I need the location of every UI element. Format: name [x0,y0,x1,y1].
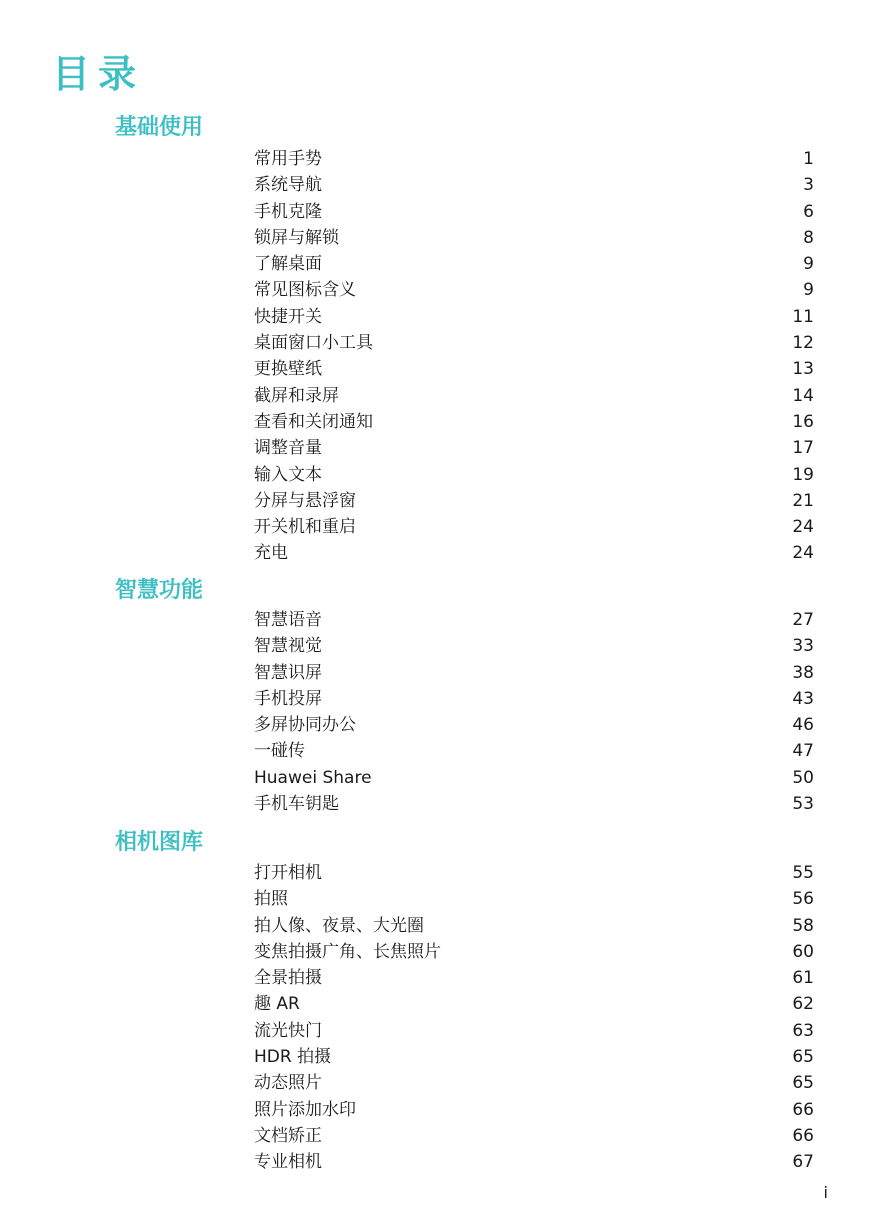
toc-entry[interactable] [254,686,814,712]
toc-entry[interactable] [254,860,814,886]
toc-entry-page-number: 61 [792,968,814,989]
toc-entry-page-number: 24 [792,543,814,564]
toc-entry-label: 查看和关闭通知 [254,411,373,432]
toc-entry[interactable] [254,199,814,225]
toc-entry[interactable] [254,607,814,633]
toc-entry[interactable] [254,1044,814,1070]
section-title: 智慧功能 [115,578,204,603]
toc-entry[interactable] [254,1123,814,1149]
toc-entry-label: 智慧视觉 [254,636,322,657]
toc-entry-page-number: 43 [792,688,814,709]
toc-entry-page-number: 67 [792,1152,814,1173]
toc-entry-page-number: 58 [792,915,814,936]
toc-entry-label: 拍人像、夜景、大光圈 [254,915,424,936]
toc-entry[interactable] [254,251,814,277]
toc-entry[interactable] [254,1070,814,1096]
toc-entry-label: 变焦拍摄广角、长焦照片 [254,941,441,962]
toc-entry-page-number: 55 [792,863,814,883]
toc-entry-page-number: 66 [792,1125,814,1146]
toc-entry-page-number: 50 [792,767,814,788]
toc-entry-list [254,146,814,567]
toc-entry-page-number: 13 [792,359,814,380]
toc-entry-label: 快捷开关 [254,306,322,327]
toc-entry[interactable] [254,965,814,991]
toc-entry[interactable] [254,913,814,939]
toc-entry-page-number: 60 [792,941,814,962]
toc-entry-label: 开关机和重启 [254,517,356,538]
toc-entry-label: 分屏与悬浮窗 [254,490,356,511]
toc-entry-page-number: 1 [803,149,814,169]
toc-entry-label: 调整音量 [254,438,322,459]
toc-entry[interactable] [254,991,814,1017]
toc-entry-label: 动态照片 [254,1073,322,1094]
toc-entry-label: 趣 AR [254,994,300,1015]
toc-entry-label: 流光快门 [254,1020,322,1041]
toc-entry-label: 拍照 [254,889,288,910]
toc-entry-label: 更换壁纸 [254,359,322,380]
section-title: 基础使用 [115,115,204,140]
toc-entry-page-number: 9 [803,254,814,275]
toc-entry-label: 截屏和录屏 [254,385,339,406]
toc-entry-label: 输入文本 [254,464,322,485]
toc-entry-page-number: 6 [803,201,814,222]
toc-entry[interactable] [254,939,814,965]
toc-entry[interactable] [254,765,814,791]
toc-entry[interactable] [254,660,814,686]
toc-entry-label: 全景拍摄 [254,968,322,989]
toc-entry[interactable] [254,409,814,435]
toc-entry[interactable] [254,462,814,488]
toc-entry-page-number: 65 [792,1047,814,1068]
toc-entry[interactable] [254,225,814,251]
toc-entry[interactable] [254,277,814,303]
toc-entry-label: HDR 拍摄 [254,1047,332,1068]
toc-entry-page-number: 19 [792,464,814,485]
toc-entry-label: 手机投屏 [254,688,322,709]
toc-entry-page-number: 65 [792,1073,814,1094]
toc-entry-page-number: 12 [792,333,814,354]
toc-entry[interactable] [254,791,814,817]
toc-entry-label: 照片添加水印 [254,1099,356,1120]
toc-entry-label: 常见图标含义 [254,280,356,301]
toc-entry[interactable] [254,330,814,356]
toc-entry-page-number: 63 [792,1020,814,1041]
toc-entry[interactable] [254,383,814,409]
toc-entry-label: 一碰传 [254,741,305,762]
toc-entry-page-number: 38 [792,662,814,683]
toc-entry-label: 智慧语音 [254,610,322,630]
toc-entry-page-number: 9 [803,280,814,301]
toc-entry-page-number: 8 [803,227,814,248]
toc-entry-label: 文档矫正 [254,1125,322,1146]
toc-entry-list [254,607,814,817]
toc-entry[interactable] [254,172,814,198]
toc-entry-label: 桌面窗口小工具 [254,333,373,354]
toc-entry-label: 专业相机 [254,1152,322,1173]
toc-entry-label: Huawei Share [254,767,372,788]
page-title: 目录 [52,52,145,96]
toc-entry-page-number: 27 [792,610,814,630]
toc-entry-page-number: 3 [803,175,814,196]
toc-entry-label: 打开相机 [254,863,322,883]
toc-entry-page-number: 66 [792,1099,814,1120]
toc-entry[interactable] [254,633,814,659]
toc-entry-page-number: 24 [792,517,814,538]
toc-entry-label: 了解桌面 [254,254,322,275]
toc-entry-page-number: 11 [792,306,814,327]
toc-entry-page-number: 46 [792,715,814,736]
toc-entry-page-number: 14 [792,385,814,406]
toc-entry-page-number: 56 [792,889,814,910]
toc-entry[interactable] [254,435,814,461]
toc-entry-page-number: 53 [792,794,814,815]
toc-entry-list [254,860,814,1176]
toc-entry[interactable] [254,738,814,764]
toc-entry-label: 常用手势 [254,149,322,169]
toc-entry-page-number: 21 [792,490,814,511]
toc-entry[interactable] [254,1149,814,1175]
toc-entry[interactable] [254,886,814,912]
toc-entry[interactable] [254,304,814,330]
toc-entry[interactable] [254,488,814,514]
toc-entry-page-number: 47 [792,741,814,762]
toc-entry[interactable] [254,514,814,540]
page-folio: i [823,1183,828,1202]
toc-entry-label: 智慧识屏 [254,662,322,683]
toc-entry-page-number: 16 [792,411,814,432]
toc-entry[interactable] [254,146,814,172]
toc-entry-label: 充电 [254,543,288,564]
toc-entry-label: 手机克隆 [254,201,322,222]
toc-entry[interactable] [254,356,814,382]
toc-entry-label: 手机车钥匙 [254,794,339,815]
toc-entry[interactable] [254,1097,814,1123]
toc-entry-label: 锁屏与解锁 [254,227,339,248]
toc-entry[interactable] [254,540,814,566]
toc-entry-label: 系统导航 [254,175,322,196]
toc-entry-page-number: 62 [792,994,814,1015]
toc-entry[interactable] [254,1018,814,1044]
toc-entry-page-number: 17 [792,438,814,459]
toc-entry-page-number: 33 [792,636,814,657]
toc-entry[interactable] [254,712,814,738]
section-title: 相机图库 [115,830,204,855]
toc-entry-label: 多屏协同办公 [254,715,356,736]
